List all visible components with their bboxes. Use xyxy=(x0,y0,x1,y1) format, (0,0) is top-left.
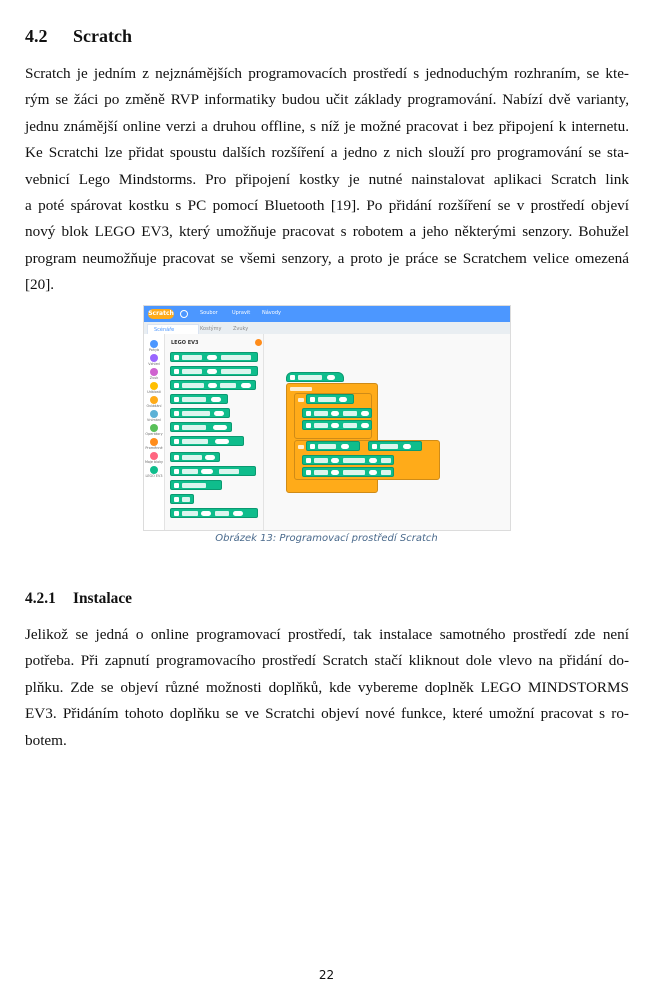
category-operátory[interactable] xyxy=(144,424,164,436)
condition-block[interactable] xyxy=(306,394,354,404)
category-label: Události xyxy=(147,390,161,394)
condition-block[interactable] xyxy=(368,441,422,451)
figure-caption: Obrázek 13: Programovací prostředí Scratch xyxy=(215,533,438,544)
block-palette xyxy=(165,334,264,530)
category-label: Ovládání xyxy=(146,404,162,408)
palette-block[interactable] xyxy=(170,466,256,476)
subsection-number: 4.2.1 xyxy=(25,590,56,607)
palette-block[interactable] xyxy=(170,380,256,390)
scratch-logo: Scratch xyxy=(148,310,174,317)
palette-block[interactable] xyxy=(170,508,258,518)
category-color-icon xyxy=(150,340,158,348)
category-zvuk[interactable] xyxy=(144,368,164,380)
section-title: Scratch xyxy=(73,26,132,46)
category-moje-bloky[interactable] xyxy=(144,452,164,464)
menu-navody[interactable]: Návody xyxy=(262,310,281,316)
motor-block[interactable] xyxy=(302,408,372,418)
palette-block[interactable] xyxy=(170,452,220,462)
category-color-icon xyxy=(150,466,158,474)
palette-block[interactable] xyxy=(170,394,228,404)
text-line: program neumožňuje pracovat se všemi senzory, a proto je práce se Scratchem velice omezená xyxy=(25,249,629,267)
tab-zvuky[interactable]: Zvuky xyxy=(233,326,249,332)
menu-upravit[interactable]: Upravit xyxy=(232,310,251,316)
subsection-title: Instalace xyxy=(73,590,132,607)
condition-block[interactable] xyxy=(306,441,360,451)
palette-title: LEGO EV3 xyxy=(171,340,199,346)
script-hat-block[interactable] xyxy=(286,372,344,382)
category-color-icon xyxy=(150,410,158,418)
paragraph-scratch-intro xyxy=(25,61,629,299)
text-line: EV3. Přidáním tohoto doplňku se ve Scratchi objeví nové funkce, které umožní pracovat s ro- xyxy=(25,705,629,723)
category-label: LEGO EV3 xyxy=(145,474,163,478)
category-události[interactable] xyxy=(144,382,164,394)
text-line: a poté spárovat kostku s PC pomocí Bluetooth [19]. Po přidání rozšíření se v prostředí objeví xyxy=(25,196,629,214)
scratch-screenshot xyxy=(143,305,511,531)
text-line: jednu známější online verzi a druhou offline, s níž je možné pracovat i bez připojení k internetu. xyxy=(25,117,629,135)
palette-block[interactable] xyxy=(170,480,222,490)
palette-block[interactable] xyxy=(170,494,194,504)
text-line: potřeba. Při zapnutí programovacího prostředí Scratch stačí kliknout dole vlevo na přidání do- xyxy=(25,652,629,670)
scratch-menubar xyxy=(144,306,510,322)
category-label: Pohyb xyxy=(148,348,160,352)
category-label: Operátory xyxy=(145,432,163,436)
tab-kostymy[interactable]: Kostýmy xyxy=(200,326,222,332)
palette-block[interactable] xyxy=(170,436,244,446)
globe-icon xyxy=(180,310,188,318)
category-color-icon xyxy=(150,452,158,460)
category-proměnné[interactable] xyxy=(144,438,164,450)
text-line: plňku. Zde se objeví různé možnosti doplňků, kde vybereme doplněk LEGO MINDSTORMS xyxy=(25,678,629,696)
motor-block[interactable] xyxy=(302,467,394,477)
category-color-icon xyxy=(150,438,158,446)
category-label: Vnímání xyxy=(147,418,161,422)
category-list xyxy=(144,334,165,530)
palette-block[interactable] xyxy=(170,366,258,376)
palette-block[interactable] xyxy=(170,422,232,432)
category-pohyb[interactable] xyxy=(144,340,164,352)
category-ovládání[interactable] xyxy=(144,396,164,408)
text-line: Ke Scratchi lze přidat spoustu dalších rozšíření a jedno z nich slouží pro programování se sta- xyxy=(25,144,629,162)
category-label: Zvuk xyxy=(149,376,159,380)
paragraph-instalace xyxy=(25,622,629,754)
category-label: Moje bloky xyxy=(144,460,164,464)
palette-block[interactable] xyxy=(170,408,230,418)
text-line: rým se žáci po změně RVP informatiky budou učit základy programování. Nabízí dvě varianty, xyxy=(25,91,629,109)
script-workspace[interactable] xyxy=(264,334,510,530)
palette-block[interactable] xyxy=(170,352,258,362)
text-line: vebnicí Lego Mindstorms. Pro připojení kostky je nutné nainstalovat aplikaci Scratch link xyxy=(25,170,629,188)
extension-badge xyxy=(255,339,262,346)
motor-block[interactable] xyxy=(302,455,394,465)
category-color-icon xyxy=(150,382,158,390)
text-line: nový blok LEGO EV3, který umožňuje pracovat s robotem a jeho některými senzory. Bohužel xyxy=(25,223,629,241)
text-line: Jelikož se jedná o online programovací prostředí, tak instalace samotného prostředí zde není xyxy=(25,626,629,643)
category-label: Proměnné xyxy=(145,446,163,450)
tab-scenare[interactable]: Scénáře xyxy=(147,324,199,335)
section-heading xyxy=(25,26,132,47)
section-number: 4.2 xyxy=(25,26,48,46)
category-label: Vzhled xyxy=(148,362,160,366)
category-color-icon xyxy=(150,396,158,404)
category-vzhled[interactable] xyxy=(144,354,164,366)
category-color-icon xyxy=(150,354,158,362)
text-line: botem. xyxy=(25,731,67,749)
category-color-icon xyxy=(150,368,158,376)
category-lego-ev3[interactable] xyxy=(144,466,164,478)
menu-soubor[interactable]: Soubor xyxy=(200,310,218,316)
motor-block[interactable] xyxy=(302,420,372,430)
page-number: 22 xyxy=(318,968,335,982)
category-vnímání[interactable] xyxy=(144,410,164,422)
subsection-heading xyxy=(25,590,132,608)
editor-tabs xyxy=(144,322,510,334)
text-line: Scratch je jedním z nejznámějších programovacích prostředí s jednoduchým rozhraním, se kte- xyxy=(25,65,629,82)
category-color-icon xyxy=(150,424,158,432)
text-line: [20]. xyxy=(25,276,55,294)
